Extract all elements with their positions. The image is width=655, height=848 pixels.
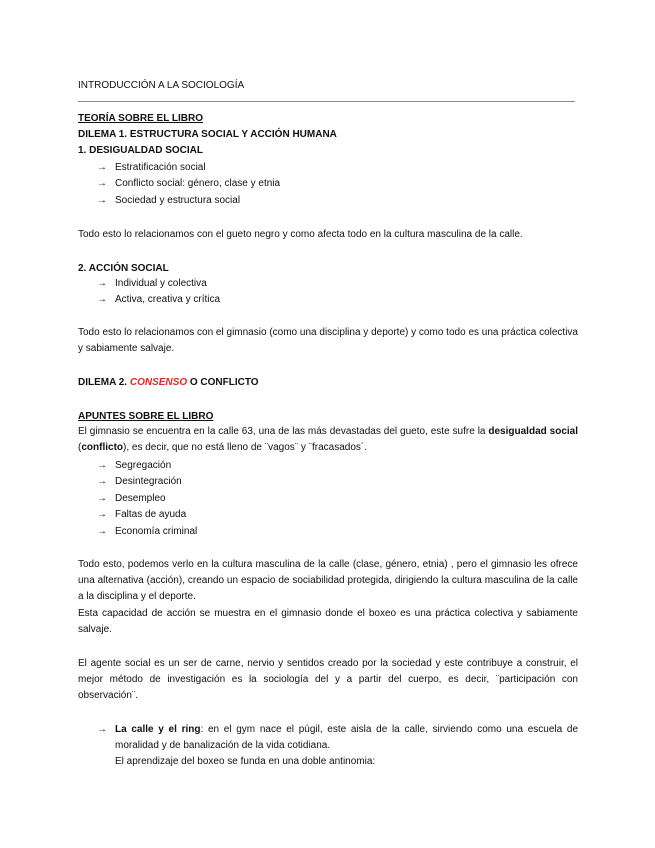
arrow-icon: → — [97, 724, 107, 735]
list-item-text: Economía criminal — [115, 526, 198, 537]
list-item — [97, 459, 171, 472]
dilema2-suffix: O CONFLICTO — [187, 377, 259, 388]
bold-text: desigualdad social — [488, 426, 578, 437]
arrow-icon: → — [97, 278, 107, 289]
paragraph-text: ( — [78, 442, 82, 453]
arrow-icon: → — [97, 526, 107, 537]
list-item-text: Activa, creativa y crítica — [115, 294, 221, 305]
paragraph: Todo esto lo relacionamos con el gueto negro y como afecta todo en la cultura masculina de la calle. — [78, 229, 523, 240]
list-item — [97, 492, 166, 505]
paragraph — [78, 424, 578, 456]
paragraph: Esta capacidad de acción se muestra en el gimnasio donde el boxeo es una práctica colectiva y sabiamente salvaje. — [78, 608, 578, 635]
list-item — [97, 194, 240, 207]
arrow-icon: → — [97, 460, 107, 471]
dilema2-highlight: CONSENSO — [129, 377, 188, 388]
bullet-text: : en el gym nace el púgil, este aisla de la calle, sirviendo como una escuela de moralidad y de banalización de la vida cotidiana. — [115, 724, 579, 751]
arrow-icon: → — [97, 493, 107, 504]
list-item-text: Conflicto social: género, clase y etnia — [115, 178, 281, 189]
bold-text: conflicto — [81, 442, 124, 453]
paragraph: El agente social es un ser de carne, nervio y sentidos creado por la sociedad y este contribuye a construir, el mejor método de investigación es la sociología del y a partir del cuerpo, es decir, ¨participación con observación¨. — [78, 658, 578, 701]
list-item — [97, 525, 197, 538]
list-item-body — [115, 722, 578, 754]
header-divider — [78, 101, 575, 102]
bullet-title: La calle y el ring — [115, 724, 201, 735]
theory-heading: TEORÍA SOBRE EL LIBRO — [78, 113, 204, 124]
arrow-icon: → — [97, 162, 107, 173]
list-item — [97, 508, 186, 521]
list-item-text: Individual y colectiva — [115, 278, 207, 289]
arrow-icon: → — [97, 178, 107, 189]
notes-heading: APUNTES SOBRE EL LIBRO — [78, 411, 214, 422]
list-item — [97, 293, 220, 306]
paragraph-text: ), es decir, que no está lleno de ¨vagos¨ y ¨fracasados´. — [123, 442, 368, 453]
arrow-icon: → — [97, 294, 107, 305]
list-item — [97, 161, 206, 174]
list-item-text: Sociedad y estructura social — [115, 195, 241, 206]
arrow-icon: → — [97, 509, 107, 520]
bullet-line2: El aprendizaje del boxeo se funda en una doble antinomia: — [115, 756, 376, 767]
list-item — [97, 177, 280, 190]
list-item-text: Segregación — [115, 460, 172, 471]
document-header: INTRODUCCIÓN A LA SOCIOLOGÍA — [78, 80, 245, 91]
paragraph-text: El gimnasio se encuentra en la calle 63, una de las más devastadas del gueto, este sufre la — [78, 426, 489, 437]
paragraph: Todo esto, podemos verlo en la cultura masculina de la calle (clase, género, etnia) , pero el gimnasio les ofrece una alternativa (acción), creando un espacio de sociabilidad protegida, dirigiendo la cultura masculina de la calle a la disciplina y el deporte. — [78, 559, 578, 602]
paragraph: Todo esto lo relacionamos con el gimnasio (como una disciplina y deporte) y como todo es una práctica colectiva y sabiamente salvaje. — [78, 327, 578, 354]
list-item — [97, 475, 182, 488]
arrow-icon: → — [97, 195, 107, 206]
list-item-text: Desintegración — [115, 476, 182, 487]
list-item — [97, 277, 207, 290]
dilema1-heading: DILEMA 1. ESTRUCTURA SOCIAL Y ACCIÓN HUMANA — [78, 129, 337, 140]
section1-heading: 1. DESIGUALDAD SOCIAL — [78, 145, 204, 156]
list-item-text: Faltas de ayuda — [115, 509, 187, 520]
list-item — [97, 722, 578, 770]
list-item-text: Desempleo — [115, 493, 166, 504]
section2-heading: 2. ACCIÓN SOCIAL — [78, 263, 169, 274]
arrow-icon: → — [97, 476, 107, 487]
dilema2-heading — [78, 376, 259, 389]
dilema2-prefix: DILEMA 2. — [78, 377, 130, 388]
list-item-text: Estratificación social — [115, 162, 206, 173]
